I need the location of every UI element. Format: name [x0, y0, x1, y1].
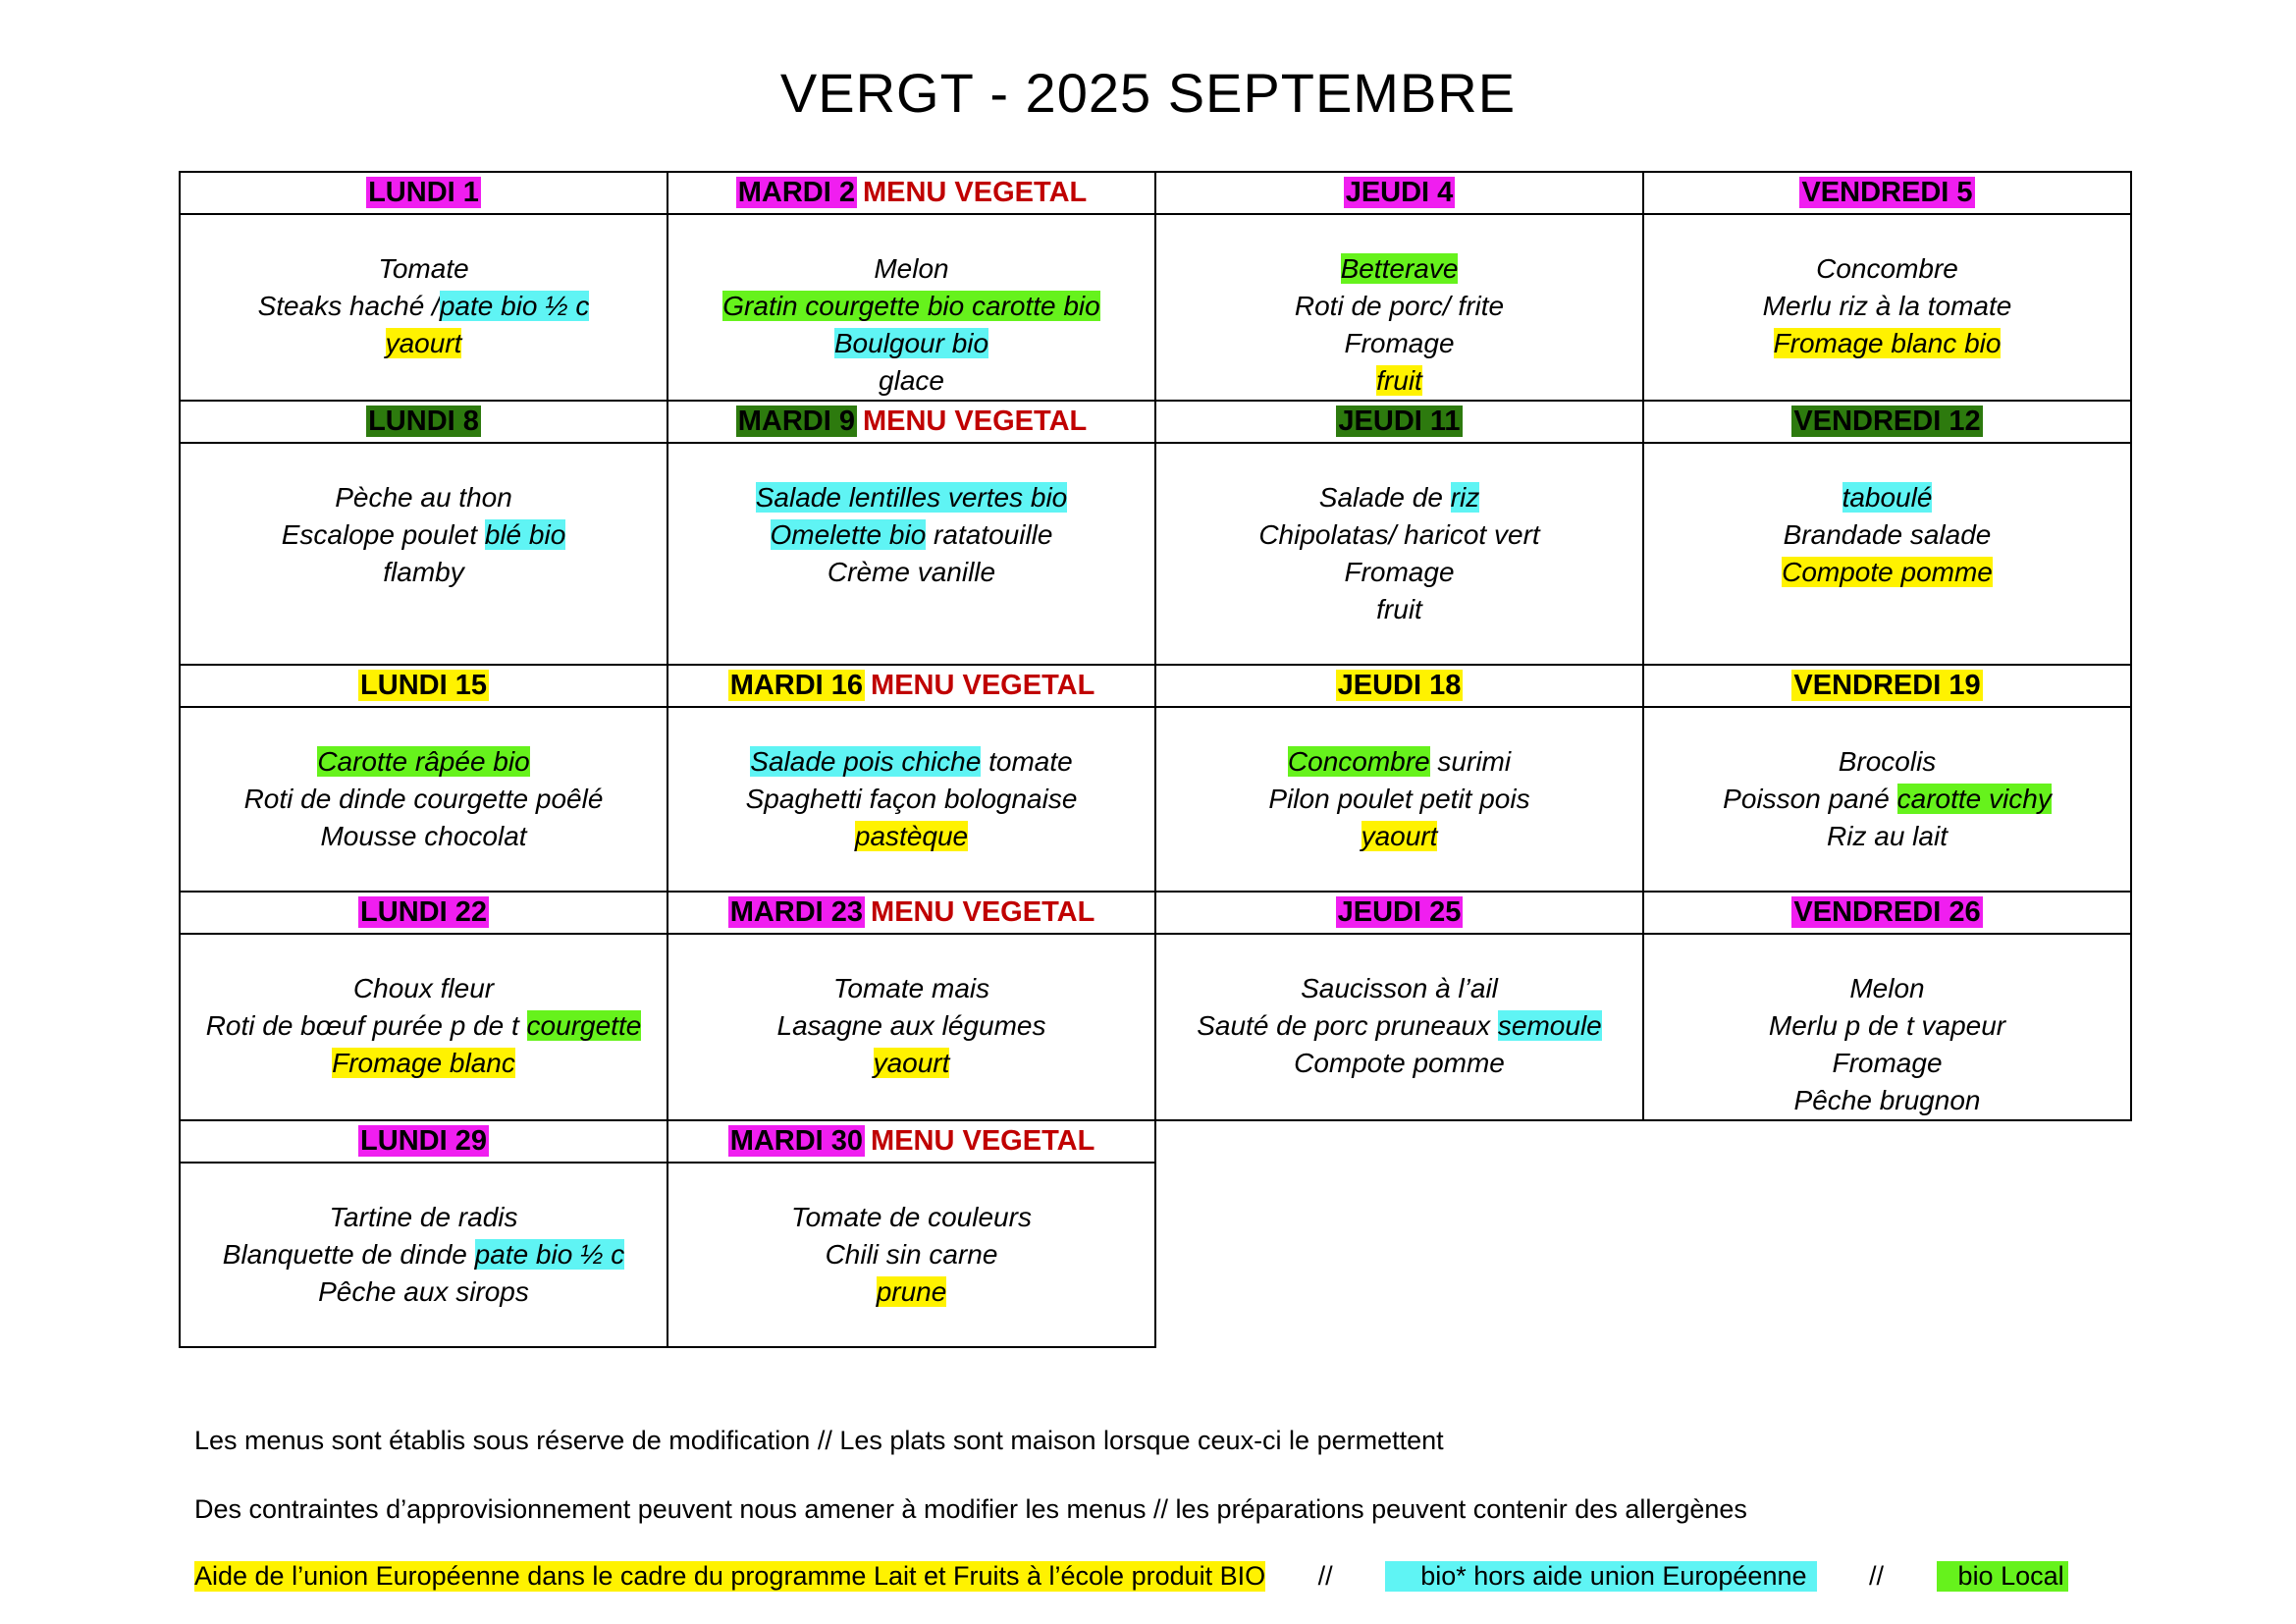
dish-list — [1644, 215, 2130, 362]
day-menu-cell — [1643, 443, 2131, 665]
day-menu-cell — [1155, 707, 1643, 892]
dish-line — [181, 970, 667, 1007]
dish-highlight: Salade pois chiche — [750, 746, 982, 777]
dish-highlight: yaourt — [873, 1048, 950, 1078]
day-menu-cell — [180, 1163, 667, 1347]
dish-line — [181, 1199, 667, 1236]
page-title: VERGT - 2025 SEPTEMBRE — [779, 62, 1517, 124]
day-header — [667, 1120, 1155, 1163]
day-header — [180, 665, 667, 707]
dish-line — [181, 743, 667, 781]
dish-list — [668, 215, 1154, 400]
day-header — [667, 401, 1155, 443]
dish-line — [181, 288, 667, 325]
menu-vegetal-tag: MENU VEGETAL — [862, 177, 1088, 208]
dish-line — [181, 479, 667, 516]
dish-highlight: yaourt — [385, 328, 462, 358]
dish-text: Lasagne aux légumes — [776, 1010, 1046, 1041]
legend — [194, 1561, 2068, 1592]
dish-highlight: blé bio — [484, 519, 566, 550]
day-header — [1155, 892, 1643, 934]
dish-text: Poisson pané — [1723, 784, 1897, 814]
day-header — [667, 892, 1155, 934]
dish-line — [1156, 554, 1642, 591]
dish-line — [1644, 479, 2130, 516]
week-header-row — [180, 892, 2131, 934]
dish-line — [181, 516, 667, 554]
dish-line — [668, 818, 1154, 855]
dish-highlight: pate bio ½ c — [439, 291, 590, 321]
dish-list — [668, 708, 1154, 855]
dish-line — [1156, 479, 1642, 516]
day-menu-cell — [1155, 934, 1643, 1120]
dish-text: Tomate de couleurs — [791, 1202, 1032, 1232]
day-label: VENDREDI 12 — [1793, 406, 1981, 437]
dish-list — [1644, 708, 2130, 855]
day-menu-cell — [667, 214, 1155, 401]
day-label: JEUDI 25 — [1337, 896, 1462, 928]
menu-vegetal-tag: MENU VEGETAL — [871, 896, 1095, 928]
week-menu-row — [180, 707, 2131, 892]
dish-highlight: prune — [876, 1276, 947, 1307]
dish-text: Melon — [874, 253, 949, 284]
dish-line — [1644, 554, 2130, 591]
dish-line — [668, 781, 1154, 818]
day-header — [1643, 892, 2131, 934]
dish-line — [181, 250, 667, 288]
dish-text: Tomate mais — [832, 973, 990, 1003]
dish-line — [1644, 288, 2130, 325]
dish-line — [1156, 362, 1642, 400]
day-label: MARDI 9 — [737, 406, 855, 437]
day-menu-cell — [180, 934, 667, 1120]
week-menu-row — [180, 1163, 2131, 1347]
dish-text: Spaghetti façon bolognaise — [745, 784, 1078, 814]
dish-text: Brocolis — [1838, 746, 1937, 777]
dish-text: Fromage — [1344, 328, 1455, 358]
dish-highlight: Gratin courgette bio carotte bio — [722, 291, 1100, 321]
day-menu-cell — [180, 443, 667, 665]
dish-list — [181, 1164, 667, 1311]
dish-list — [1156, 708, 1642, 855]
dish-line — [668, 970, 1154, 1007]
day-header — [180, 1120, 667, 1163]
day-label: MARDI 2 — [737, 177, 855, 208]
dish-line — [668, 479, 1154, 516]
dish-line — [668, 1007, 1154, 1045]
dish-text: Escalope poulet — [281, 519, 485, 550]
dish-line — [1156, 1045, 1642, 1082]
day-menu-cell — [667, 934, 1155, 1120]
menu-vegetal-tag: MENU VEGETAL — [871, 670, 1095, 701]
dish-line — [668, 1273, 1154, 1311]
dish-line — [668, 250, 1154, 288]
day-header — [667, 172, 1155, 214]
dish-text: Crème vanille — [827, 557, 996, 587]
dish-line — [1644, 1045, 2130, 1082]
dish-text: Merlu riz à la tomate — [1762, 291, 2012, 321]
dish-text: fruit — [1376, 594, 1422, 624]
dish-line — [668, 325, 1154, 362]
dish-list — [668, 935, 1154, 1082]
dish-text: Sauté de porc pruneaux — [1197, 1010, 1498, 1041]
dish-text: surimi — [1429, 746, 1512, 777]
dish-line — [668, 362, 1154, 400]
day-menu-cell — [180, 707, 667, 892]
dish-text: glace — [879, 365, 944, 396]
dish-text: Melon — [1849, 973, 1925, 1003]
dish-highlight: Carotte râpée bio — [317, 746, 530, 777]
day-header — [1643, 172, 2131, 214]
dish-line — [668, 1045, 1154, 1082]
day-label: MARDI 23 — [729, 896, 864, 928]
dish-highlight: Boulgour bio — [833, 328, 989, 358]
dish-highlight: yaourt — [1361, 821, 1438, 851]
dish-list — [181, 444, 667, 591]
dish-line — [1644, 743, 2130, 781]
dish-line — [181, 1273, 667, 1311]
dish-text: Pèche au thon — [335, 482, 512, 513]
dish-line — [1644, 1082, 2130, 1119]
dish-list — [1644, 444, 2130, 591]
legend-bio-local: bio Local — [1937, 1561, 2068, 1592]
dish-highlight: Salade lentilles vertes bio — [755, 482, 1068, 513]
dish-line — [668, 1236, 1154, 1273]
day-header — [1155, 172, 1643, 214]
dish-line — [668, 554, 1154, 591]
dish-text: Mousse chocolat — [320, 821, 527, 851]
dish-text: Concombre — [1816, 253, 1958, 284]
dish-line — [1156, 1007, 1642, 1045]
dish-line — [1156, 818, 1642, 855]
dish-text: tomate — [981, 746, 1073, 777]
dish-line — [668, 288, 1154, 325]
dish-list — [668, 1164, 1154, 1311]
dish-line — [181, 1045, 667, 1082]
dish-line — [1644, 818, 2130, 855]
dish-line — [668, 743, 1154, 781]
dish-highlight: Omelette bio — [770, 519, 927, 550]
day-header — [180, 401, 667, 443]
day-menu-cell — [1643, 707, 2131, 892]
dish-line — [1156, 970, 1642, 1007]
day-header — [1643, 401, 2131, 443]
dish-text: Brandade salade — [1783, 519, 1992, 550]
empty-cell — [1155, 1163, 1643, 1347]
dish-list — [1156, 444, 1642, 628]
dish-list — [1156, 215, 1642, 400]
day-menu-cell — [667, 707, 1155, 892]
dish-list — [181, 708, 667, 855]
dish-line — [1644, 250, 2130, 288]
empty-cell — [1155, 1120, 1643, 1163]
dish-text: Chili sin carne — [825, 1239, 998, 1270]
day-menu-cell — [667, 1163, 1155, 1347]
day-menu-cell — [1643, 934, 2131, 1120]
dish-line — [1156, 516, 1642, 554]
dish-line — [668, 516, 1154, 554]
note-line-2: Des contraintes d’approvisionnement peuvent nous amener à modifier les menus // les préparations peuvent contenir des allergènes — [194, 1494, 1747, 1524]
day-menu-cell — [667, 443, 1155, 665]
dish-text: Roti de bœuf purée p de t — [205, 1010, 527, 1041]
dish-highlight: riz — [1450, 482, 1480, 513]
day-label: VENDREDI 5 — [1801, 177, 1973, 208]
day-header — [1155, 665, 1643, 707]
dish-line — [1156, 743, 1642, 781]
dish-highlight: pate bio ½ c — [474, 1239, 625, 1270]
dish-text: Roti de porc/ frite — [1294, 291, 1505, 321]
dish-list — [1156, 935, 1642, 1082]
dish-line — [1156, 325, 1642, 362]
menu-table — [179, 171, 2132, 1348]
dish-highlight: courgette — [526, 1010, 642, 1041]
dish-text: Choux fleur — [352, 973, 495, 1003]
week-menu-row — [180, 214, 2131, 401]
day-menu-cell — [1155, 443, 1643, 665]
dish-text: Fromage — [1344, 557, 1455, 587]
week-menu-row — [180, 934, 2131, 1120]
dish-line — [181, 325, 667, 362]
empty-cell — [1643, 1120, 2131, 1163]
menu-vegetal-tag: MENU VEGETAL — [862, 406, 1088, 437]
dish-line — [1156, 288, 1642, 325]
dish-text: Pêche aux sirops — [318, 1276, 529, 1307]
day-label: LUNDI 15 — [360, 670, 487, 701]
dish-highlight: Betterave — [1340, 253, 1459, 284]
day-header — [180, 172, 667, 214]
legend-separator: // — [1317, 1561, 1333, 1591]
dish-highlight: Fromage blanc bio — [1773, 328, 2002, 358]
dish-line — [181, 781, 667, 818]
day-label: LUNDI 1 — [368, 177, 479, 208]
dish-highlight: carotte vichy — [1896, 784, 2052, 814]
dish-text: Saucisson à l’ail — [1301, 973, 1498, 1003]
dish-line — [181, 818, 667, 855]
dish-text: Fromage — [1832, 1048, 1943, 1078]
week-header-row — [180, 172, 2131, 214]
day-header — [1643, 665, 2131, 707]
empty-cell — [1643, 1163, 2131, 1347]
dish-text: Roti de dinde courgette poêlé — [243, 784, 604, 814]
dish-line — [1156, 250, 1642, 288]
dish-highlight: semoule — [1497, 1010, 1602, 1041]
day-label: LUNDI 29 — [360, 1125, 487, 1157]
dish-line — [1644, 781, 2130, 818]
dish-list — [668, 444, 1154, 591]
dish-text: Steaks haché / — [257, 291, 440, 321]
week-header-row — [180, 1120, 2131, 1163]
dish-line — [1644, 1007, 2130, 1045]
note-line-1: Les menus sont établis sous réserve de modification // Les plats sont maison lorsque ceux-ci le permettent — [194, 1426, 1444, 1455]
dish-text: Compote pomme — [1294, 1048, 1505, 1078]
week-header-row — [180, 401, 2131, 443]
dish-list — [181, 935, 667, 1082]
dish-line — [668, 1199, 1154, 1236]
dish-text: Chipolatas/ haricot vert — [1258, 519, 1540, 550]
dish-highlight: Concombre — [1287, 746, 1430, 777]
dish-text: Merlu p de t vapeur — [1768, 1010, 2006, 1041]
week-header-row — [180, 665, 2131, 707]
dish-line — [1644, 516, 2130, 554]
dish-highlight: taboulé — [1842, 482, 1933, 513]
day-header — [180, 892, 667, 934]
dish-highlight: Fromage blanc — [332, 1048, 515, 1078]
menu-vegetal-tag: MENU VEGETAL — [871, 1125, 1095, 1157]
dish-text: Blanquette de dinde — [222, 1239, 475, 1270]
dish-text: Pilon poulet petit pois — [1268, 784, 1530, 814]
day-label: LUNDI 8 — [368, 406, 479, 437]
dish-list — [181, 215, 667, 362]
legend-bio-star: bio* hors aide union Européenne — [1385, 1561, 1816, 1592]
day-label: MARDI 16 — [729, 670, 864, 701]
dish-text: Pêche brugnon — [1793, 1085, 1981, 1115]
day-label: JEUDI 4 — [1345, 177, 1454, 208]
week-menu-row — [180, 443, 2131, 665]
dish-text: Riz au lait — [1827, 821, 1948, 851]
dish-line — [1644, 325, 2130, 362]
dish-list — [1644, 935, 2130, 1119]
dish-highlight: Compote pomme — [1782, 557, 1993, 587]
dish-text: ratatouille — [926, 519, 1053, 550]
day-label: VENDREDI 26 — [1793, 896, 1981, 928]
dish-line — [1156, 591, 1642, 628]
dish-line — [1644, 970, 2130, 1007]
day-label: MARDI 30 — [729, 1125, 864, 1157]
day-header — [667, 665, 1155, 707]
dish-highlight: pastèque — [854, 821, 969, 851]
day-menu-cell — [1155, 214, 1643, 401]
dish-text: Tartine de radis — [329, 1202, 518, 1232]
dish-line — [1156, 781, 1642, 818]
dish-line — [181, 1236, 667, 1273]
dish-text: Salade de — [1318, 482, 1451, 513]
day-label: JEUDI 18 — [1337, 670, 1462, 701]
legend-separator: // — [1869, 1561, 1885, 1591]
dish-line — [181, 1007, 667, 1045]
day-header — [1155, 401, 1643, 443]
legend-eu-bio: Aide de l’union Européenne dans le cadre du programme Lait et Fruits à l’école produit BIO — [194, 1561, 1266, 1591]
dish-line — [181, 554, 667, 591]
day-label: JEUDI 11 — [1338, 406, 1461, 437]
day-label: VENDREDI 19 — [1793, 670, 1981, 701]
dish-highlight: fruit — [1376, 365, 1422, 396]
day-menu-cell — [1643, 214, 2131, 401]
day-menu-cell — [180, 214, 667, 401]
dish-text: Tomate — [378, 253, 469, 284]
dish-text: flamby — [383, 557, 464, 587]
day-label: LUNDI 22 — [360, 896, 487, 928]
